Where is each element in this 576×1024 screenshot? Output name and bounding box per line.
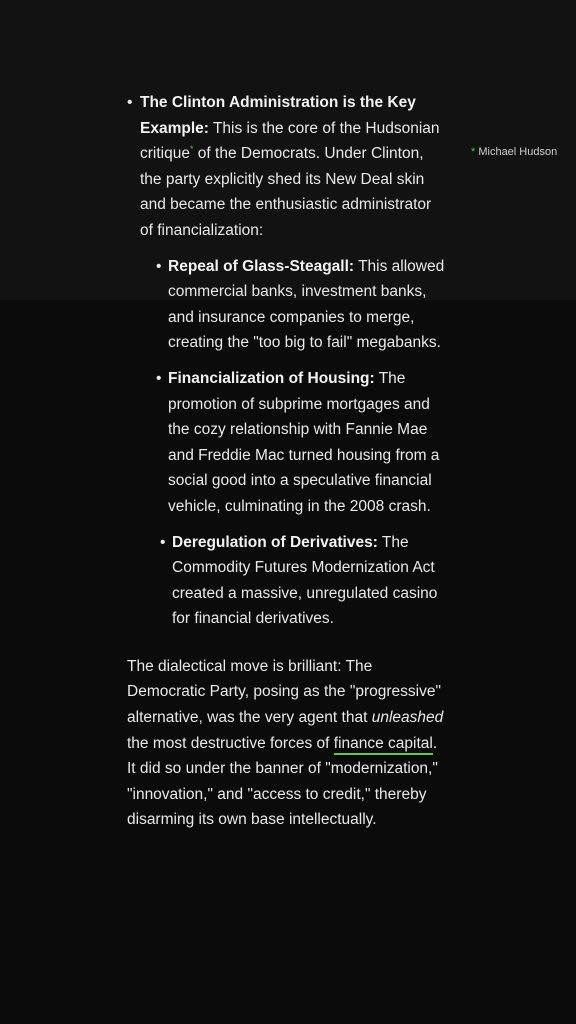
side-note[interactable] [471,146,557,158]
finance-capital-link[interactable]: finance capital [334,735,433,755]
list-item [140,530,447,632]
article-content [127,90,447,849]
paragraph-text: The dialectical move is brilliant: The Democratic Party, posing as the "progressive" alternative, was the very agent that [127,657,441,727]
paragraph-text: . It did so under the banner of "modernization," "innovation," and "access to credit," thereby disarming its own base intellectually. [127,734,438,829]
bullet-text-cont: of the Democrats. Under Clinton, the party explicitly shed its New Deal skin and became the enthusiastic administrator of financialization: [140,145,432,239]
paragraph-text: the most destructive forces of [127,734,334,752]
side-note-label: Michael Hudson [478,146,558,158]
emphasis-text: unleashed [371,709,444,727]
footnote-marker[interactable]: * [189,144,194,155]
conclusion-paragraph [127,654,447,833]
list-item [140,366,447,520]
sub-item-title: Repeal of Glass-Steagall: [168,257,355,275]
list-item [127,90,447,632]
sub-item-title: Deregulation of Derivatives: [172,533,378,551]
bullet-text: This is the core of the Hudsonian critique [140,119,440,163]
sub-list [140,254,447,632]
sub-item-text: This allowed commercial banks, investment banks, and insurance companies to merge, creating the "too big to fail" megabanks. [168,257,445,352]
side-note-marker: * [471,146,476,158]
sub-item-title: Financialization of Housing: [168,369,375,387]
bullet-list [127,90,447,632]
list-item [140,254,447,356]
bullet-title: The Clinton Administration is the Key Example: [140,94,416,137]
sub-item-text: The Commodity Futures Modernization Act created a massive, unregulated casino for financial derivatives. [172,533,438,628]
sub-item-text: The promotion of subprime mortgages and the cozy relationship with Fannie Mae and Freddie Mac turned housing from a social good into a speculative financial vehicle, culminating in the 2008 crash. [168,369,440,515]
